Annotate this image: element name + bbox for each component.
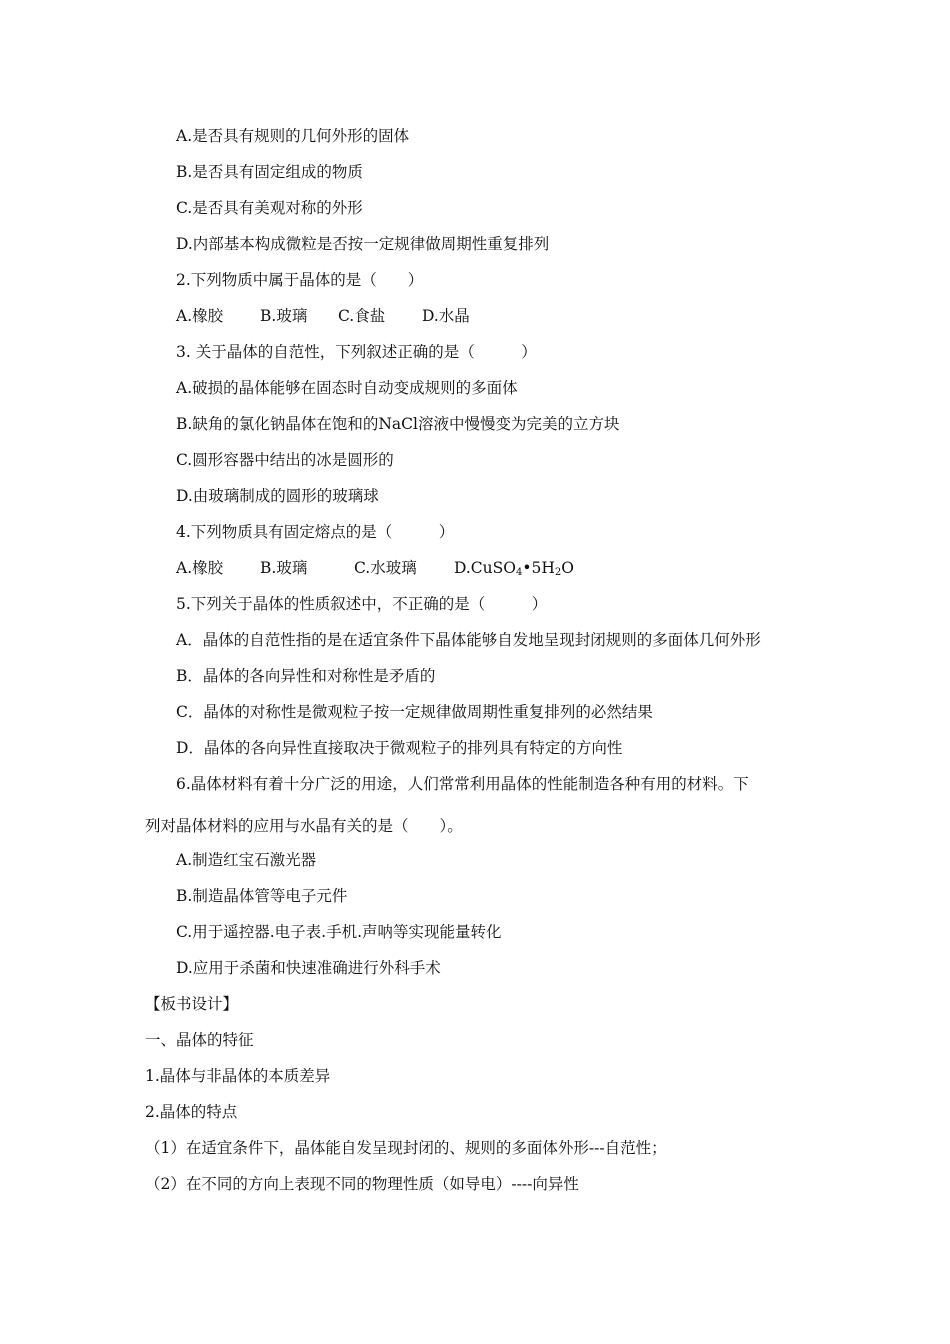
q5-option-b: B．晶体的各向异性和对称性是矛盾的: [176, 667, 436, 685]
board-item-2: 2.晶体的特点: [145, 1103, 238, 1121]
q3-option-b: B.缺角的氯化钠晶体在饱和的NaCl溶液中慢慢变为完美的立方块: [176, 415, 620, 433]
q6-option-a: A.制造红宝石激光器: [176, 851, 317, 869]
board-point-2: （2）在不同的方向上表现不同的物理性质（如导电）----向异性: [145, 1175, 579, 1193]
q5-option-a: A．晶体的自范性指的是在适宜条件下晶体能够自发地呈现封闭规则的多面体几何外形: [176, 631, 761, 649]
q3-option-d: D.由玻璃制成的圆形的玻璃球: [176, 487, 379, 505]
q2-option-a: A.橡胶: [176, 307, 224, 325]
board-item-1: 1.晶体与非晶体的本质差异: [145, 1067, 331, 1085]
q6-option-d: D.应用于杀菌和快速准确进行外科手术: [176, 959, 441, 977]
q6-stem-line2: 列对晶体材料的应用与水晶有关的是（ ）。: [145, 817, 463, 835]
q1-option-d: D.内部基本构成微粒是否按一定规律做周期性重复排列: [176, 235, 550, 253]
q2-options: [176, 306, 470, 326]
q2-option-d: D.水晶: [422, 307, 470, 325]
q4-options: [176, 558, 574, 583]
q3-stem: 3. 关于晶体的自范性，下列叙述正确的是（ ）: [176, 343, 537, 361]
q4-option-b: B.玻璃: [260, 559, 308, 577]
board-section-1: 一、晶体的特征: [145, 1031, 254, 1049]
board-point-1: （1）在适宜条件下，晶体能自发呈现封闭的、规则的多面体外形---自范性；: [145, 1139, 667, 1157]
q4-stem: 4.下列物质具有固定熔点的是（ ）: [176, 523, 455, 541]
q2-stem: 2.下列物质中属于晶体的是（ ）: [176, 271, 424, 289]
q4-option-c: C.水玻璃: [354, 559, 417, 577]
q1-option-b: B.是否具有固定组成的物质: [176, 163, 363, 181]
q3-option-a: A.破损的晶体能够在固态时自动变成规则的多面体: [176, 379, 518, 397]
q4-option-d: [454, 558, 574, 583]
q2-option-c: C.食盐: [338, 307, 386, 325]
q5-option-c: C．晶体的对称性是微观粒子按一定规律做周期性重复排列的必然结果: [176, 703, 653, 721]
q4-option-d-sub1: 4: [515, 567, 523, 578]
q6-option-b: B.制造晶体管等电子元件: [176, 887, 348, 905]
q4-option-d-prefix: D.CuSO: [454, 559, 516, 577]
q4-option-d-mid: •5H: [522, 559, 555, 577]
q1-option-c: C.是否具有美观对称的外形: [176, 199, 363, 217]
q4-option-d-suffix: O: [561, 559, 574, 577]
q4-option-d-sub2: 2: [554, 567, 562, 578]
q5-stem: 5.下列关于晶体的性质叙述中，不正确的是（ ）: [176, 595, 548, 613]
q6-stem-line1: 6.晶体材料有着十分广泛的用途，人们常常利用晶体的性能制造各种有用的材料。下: [176, 775, 749, 793]
q3-option-c: C.圆形容器中结出的冰是圆形的: [176, 451, 394, 469]
board-heading: 【板书设计】: [145, 995, 239, 1013]
q5-option-d: D．晶体的各向异性直接取决于微观粒子的排列具有特定的方向性: [176, 739, 623, 757]
q6-option-c: C.用于遥控器.电子表.手机.声呐等实现能量转化: [176, 923, 502, 941]
q1-option-a: A.是否具有规则的几何外形的固体: [176, 127, 410, 145]
q4-option-a: A.橡胶: [176, 559, 224, 577]
q2-option-b: B.玻璃: [260, 307, 308, 325]
